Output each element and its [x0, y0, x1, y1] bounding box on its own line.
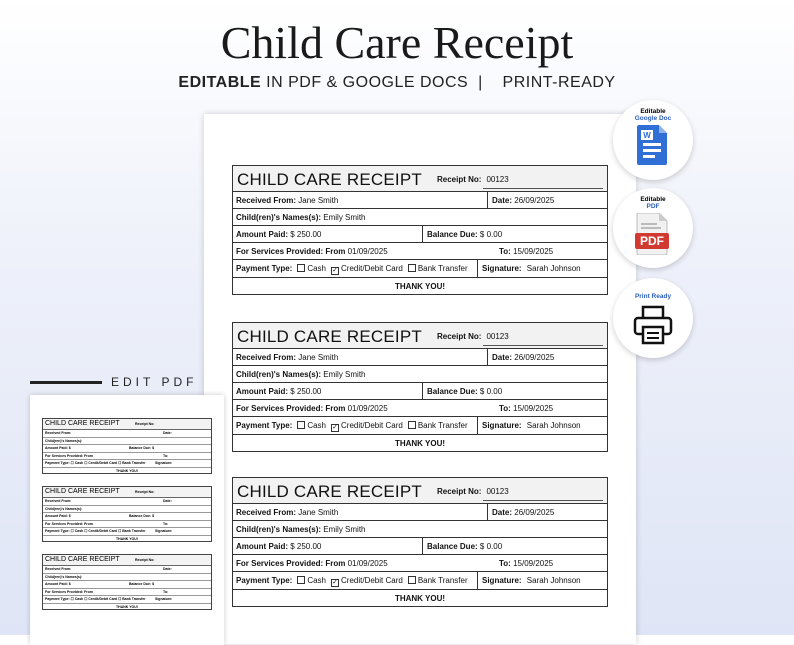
- receipt-no: Receipt No: 00123: [437, 175, 509, 184]
- svg-text:W: W: [643, 131, 651, 140]
- mini-receipt: CHILD CARE RECEIPT Receipt No: Received From: Date: Child(ren)'s Names(s): Amount Paid: $ Balance Due: $ For Services Provided: From To: Payment Type: ☐ Cash ☐ Credit/Debit Card ☐ Bank Transfer Signature: THANK YOU!: [42, 418, 212, 474]
- row-thanks: THANK YOU!: [394, 282, 446, 291]
- row-children: Child(ren)'s Names(s): Emily Smith: [233, 366, 607, 383]
- row-services: For Services Provided: From 01/09/2025 To: 15/09/2025: [233, 400, 607, 417]
- mini-receipt-page: [30, 395, 224, 645]
- receipt-title: CHILD CARE RECEIPT: [237, 327, 422, 346]
- edit-pdf-rule: [30, 381, 102, 384]
- edit-pdf-label: EDIT PDF: [111, 375, 198, 389]
- checkbox-card-checked[interactable]: ✓: [332, 267, 338, 274]
- pdf-icon-label: PDF: [640, 234, 664, 248]
- receipt-card: [232, 477, 608, 607]
- mini-receipt: CHILD CARE RECEIPT Receipt No: Received From: Date: Child(ren)'s Names(s): Amount Paid: $ Balance Due: $ For Services Provided: From To: Payment Type: ☐ Cash ☐ Credit/Debit Card ☐ Bank Transfer Signature: THANK YOU!: [42, 486, 212, 542]
- row-amount: Amount Paid: $ 250.00 Balance Due: $ 0.00: [233, 226, 607, 243]
- receipt-header: [233, 166, 607, 192]
- receipt-title: CHILD CARE RECEIPT: [237, 170, 422, 189]
- checkbox-card-checked[interactable]: ✓: [332, 424, 338, 431]
- row-payment: Payment Type: Cash ✓ Credit/Debit Card Bank Transfer Signature: Sarah Johnson: [233, 572, 607, 590]
- page-subtitle: [0, 74, 794, 92]
- google-doc-badge: Editable Google Doc W: [613, 100, 693, 180]
- checkbox-bank[interactable]: [408, 576, 416, 584]
- row-services: For Services Provided: From 01/09/2025 To: 15/09/2025: [233, 243, 607, 260]
- subtitle-bold: EDITABLE: [178, 74, 262, 91]
- receipt-card: [232, 165, 608, 295]
- print-ready-badge: Print Ready: [613, 278, 693, 358]
- receipt-header: [233, 323, 607, 349]
- page-title: Child Care Receipt: [220, 17, 574, 68]
- row-payment: Payment Type: Cash ✓ Credit/Debit Card Bank Transfer Signature: Sarah Johnson: [233, 260, 607, 278]
- checkbox-cash[interactable]: [297, 421, 305, 429]
- row-children: Child(ren)'s Names(s): Emily Smith: [233, 209, 607, 226]
- receipt-no: Receipt No: 00123: [437, 332, 509, 341]
- receipt-title: CHILD CARE RECEIPT: [237, 482, 422, 501]
- row-received: Received From: Jane Smith Date: 26/09/2025: [233, 192, 607, 209]
- checkbox-cash[interactable]: [297, 576, 305, 584]
- row-thanks: THANK YOU!: [394, 439, 446, 448]
- row-thanks: THANK YOU!: [394, 594, 446, 603]
- receipt-no: Receipt No: 00123: [437, 487, 509, 496]
- subtitle-rest: IN PDF & GOOGLE DOCS | PRINT-READY: [261, 74, 616, 91]
- checkbox-card-checked[interactable]: ✓: [332, 579, 338, 586]
- row-payment: Payment Type: Cash ✓ Credit/Debit Card Bank Transfer Signature: Sarah Johnson: [233, 417, 607, 435]
- google-doc-icon: [637, 125, 669, 165]
- receipt-page: [204, 114, 636, 644]
- printer-icon: [633, 305, 673, 345]
- pdf-badge: Editable PDF PDF: [613, 188, 693, 268]
- checkbox-bank[interactable]: [408, 264, 416, 272]
- checkbox-cash[interactable]: [297, 264, 305, 272]
- row-received: Received From: Jane Smith Date: 26/09/2025: [233, 504, 607, 521]
- row-amount: Amount Paid: $ 250.00 Balance Due: $ 0.00: [233, 538, 607, 555]
- mini-receipt: CHILD CARE RECEIPT Receipt No: Received From: Date: Child(ren)'s Names(s): Amount Paid: $ Balance Due: $ For Services Provided: From To: Payment Type: ☐ Cash ☐ Credit/Debit Card ☐ Bank Transfer Signature: THANK YOU!: [42, 554, 212, 610]
- row-amount: Amount Paid: $ 250.00 Balance Due: $ 0.00: [233, 383, 607, 400]
- receipt-card: [232, 322, 608, 452]
- receipt-header: [233, 478, 607, 504]
- row-received: Received From: Jane Smith Date: 26/09/2025: [233, 349, 607, 366]
- checkbox-bank[interactable]: [408, 421, 416, 429]
- row-children: Child(ren)'s Names(s): Emily Smith: [233, 521, 607, 538]
- row-services: For Services Provided: From 01/09/2025 To: 15/09/2025: [233, 555, 607, 572]
